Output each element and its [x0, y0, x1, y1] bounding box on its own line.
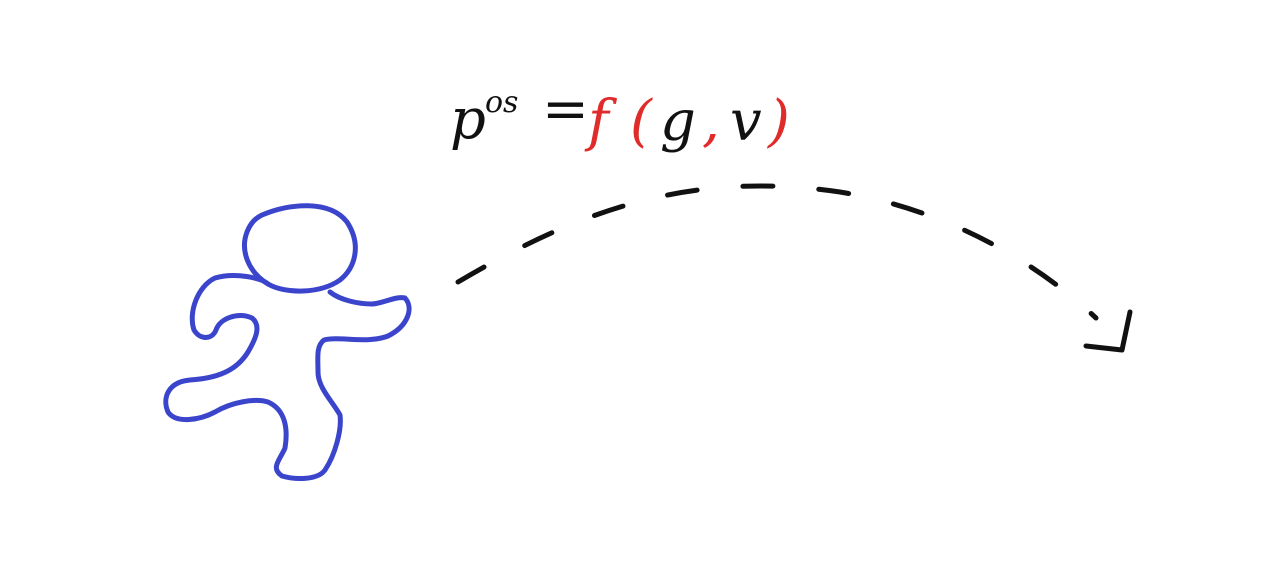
formula-func: f: [588, 89, 609, 154]
figure-body: [166, 276, 409, 479]
formula-comma: ,: [702, 89, 720, 154]
formula-equals: =: [542, 77, 589, 142]
formula-close-paren: ): [768, 89, 790, 154]
running-person-icon: [166, 206, 409, 479]
trajectory-arc: [458, 186, 1096, 318]
formula-lhs-superscript: os: [485, 85, 519, 120]
dashed-arc-arrow-icon: [458, 186, 1130, 350]
formula-lhs-base: p: [450, 87, 486, 152]
formula-open-paren: (: [630, 89, 652, 154]
formula-arg-1: g: [660, 89, 696, 154]
formula-arg-2: v: [730, 89, 762, 154]
formula: [450, 77, 790, 154]
